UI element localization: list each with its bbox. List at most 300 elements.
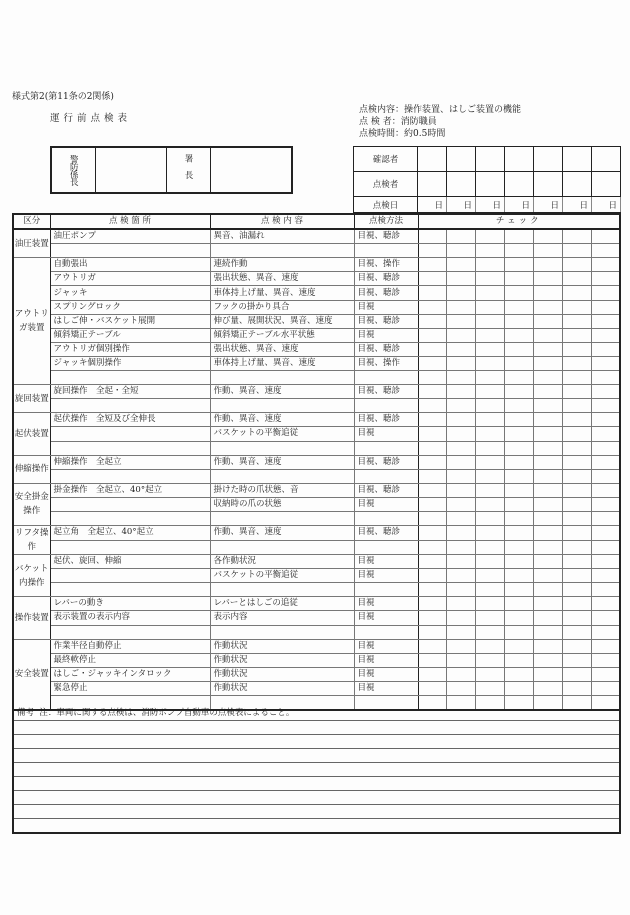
check-cell[interactable] bbox=[447, 441, 476, 455]
check-cell[interactable] bbox=[562, 399, 591, 413]
remarks-line-cell[interactable] bbox=[13, 805, 620, 819]
check-cell[interactable] bbox=[447, 300, 476, 314]
check-cell[interactable] bbox=[505, 356, 534, 370]
check-cell[interactable] bbox=[447, 540, 476, 555]
check-cell[interactable] bbox=[418, 413, 447, 427]
check-cell[interactable] bbox=[533, 356, 562, 370]
check-cell[interactable] bbox=[505, 511, 534, 525]
check-cell[interactable] bbox=[533, 526, 562, 541]
check-cell[interactable] bbox=[505, 328, 534, 342]
check-cell[interactable] bbox=[505, 653, 534, 667]
check-cell[interactable] bbox=[476, 497, 505, 511]
check-cell[interactable] bbox=[505, 300, 534, 314]
location-cell bbox=[50, 427, 210, 441]
check-cell[interactable] bbox=[505, 455, 534, 469]
table-row bbox=[13, 286, 620, 300]
check-cell[interactable] bbox=[562, 611, 591, 625]
check-cell[interactable] bbox=[447, 455, 476, 469]
check-cell[interactable] bbox=[476, 272, 505, 286]
content-cell: 表示内容 bbox=[210, 611, 354, 625]
check-cell[interactable] bbox=[533, 455, 562, 469]
check-cell[interactable] bbox=[418, 427, 447, 441]
check-cell[interactable] bbox=[505, 371, 534, 385]
check-cell[interactable] bbox=[447, 653, 476, 667]
check-cell[interactable] bbox=[418, 342, 447, 356]
check-cell[interactable] bbox=[533, 272, 562, 286]
check-cell[interactable] bbox=[476, 314, 505, 328]
inspector-cell[interactable] bbox=[534, 172, 563, 197]
confirmer-cell[interactable] bbox=[418, 147, 447, 172]
check-cell[interactable] bbox=[447, 555, 476, 569]
check-cell[interactable] bbox=[533, 286, 562, 300]
check-cell[interactable] bbox=[591, 483, 620, 497]
check-cell[interactable] bbox=[591, 681, 620, 695]
check-cell[interactable] bbox=[591, 399, 620, 413]
check-cell[interactable] bbox=[476, 625, 505, 639]
check-cell[interactable] bbox=[476, 653, 505, 667]
check-cell[interactable] bbox=[476, 540, 505, 555]
check-cell[interactable] bbox=[591, 244, 620, 258]
content-cell bbox=[210, 399, 354, 413]
check-cell[interactable] bbox=[591, 300, 620, 314]
method-cell: 目視、聴診 bbox=[354, 314, 418, 328]
check-cell[interactable] bbox=[533, 314, 562, 328]
check-cell[interactable] bbox=[447, 667, 476, 681]
check-cell[interactable] bbox=[505, 667, 534, 681]
check-cell[interactable] bbox=[447, 385, 476, 399]
remarks-line-cell[interactable] bbox=[13, 763, 620, 777]
check-cell[interactable] bbox=[447, 569, 476, 583]
check-cell[interactable] bbox=[476, 286, 505, 300]
check-cell[interactable] bbox=[418, 399, 447, 413]
check-cell[interactable] bbox=[533, 258, 562, 272]
check-cell[interactable] bbox=[533, 625, 562, 639]
check-cell[interactable] bbox=[447, 399, 476, 413]
table-row bbox=[13, 427, 620, 441]
check-cell[interactable] bbox=[591, 385, 620, 399]
check-cell[interactable] bbox=[562, 653, 591, 667]
content-cell bbox=[210, 371, 354, 385]
check-cell[interactable] bbox=[418, 328, 447, 342]
check-cell[interactable] bbox=[562, 469, 591, 483]
meta-content-value: 操作装置、はしご装置の機能 bbox=[404, 105, 522, 115]
check-cell[interactable] bbox=[505, 625, 534, 639]
check-cell[interactable] bbox=[447, 511, 476, 525]
check-cell[interactable] bbox=[418, 441, 447, 455]
check-cell[interactable] bbox=[562, 555, 591, 569]
check-cell[interactable] bbox=[447, 328, 476, 342]
check-cell[interactable] bbox=[418, 681, 447, 695]
check-cell[interactable] bbox=[533, 597, 562, 611]
check-cell[interactable] bbox=[476, 328, 505, 342]
check-cell[interactable] bbox=[591, 371, 620, 385]
method-cell: 目視 bbox=[354, 639, 418, 653]
inspector-cell[interactable] bbox=[505, 172, 534, 197]
check-cell[interactable] bbox=[591, 583, 620, 597]
check-cell[interactable] bbox=[447, 258, 476, 272]
check-cell[interactable] bbox=[562, 244, 591, 258]
remarks-line bbox=[13, 749, 620, 763]
check-cell[interactable] bbox=[447, 229, 476, 244]
check-cell[interactable] bbox=[533, 583, 562, 597]
date-cell[interactable]: 日 bbox=[418, 197, 447, 213]
check-cell[interactable] bbox=[447, 681, 476, 695]
check-cell[interactable] bbox=[418, 540, 447, 555]
check-cell[interactable] bbox=[562, 356, 591, 370]
remarks-line-cell[interactable] bbox=[13, 791, 620, 805]
check-cell[interactable] bbox=[533, 483, 562, 497]
location-cell: はしご伸・バスケット展開 bbox=[50, 314, 210, 328]
check-cell[interactable] bbox=[562, 497, 591, 511]
check-cell[interactable] bbox=[505, 681, 534, 695]
check-cell[interactable] bbox=[418, 653, 447, 667]
check-cell[interactable] bbox=[591, 540, 620, 555]
check-cell[interactable] bbox=[476, 356, 505, 370]
check-cell[interactable] bbox=[476, 441, 505, 455]
check-cell[interactable] bbox=[591, 667, 620, 681]
check-cell[interactable] bbox=[476, 385, 505, 399]
table-row bbox=[13, 667, 620, 681]
inspector-cell[interactable] bbox=[418, 172, 447, 197]
check-cell[interactable] bbox=[591, 413, 620, 427]
confirmer-cell[interactable] bbox=[534, 147, 563, 172]
check-cell[interactable] bbox=[533, 611, 562, 625]
check-cell[interactable] bbox=[591, 258, 620, 272]
check-cell[interactable] bbox=[418, 583, 447, 597]
check-cell[interactable] bbox=[505, 583, 534, 597]
check-cell[interactable] bbox=[476, 371, 505, 385]
check-cell[interactable] bbox=[591, 569, 620, 583]
content-cell: バスケットの平衡追従 bbox=[210, 427, 354, 441]
location-cell bbox=[50, 441, 210, 455]
check-cell[interactable] bbox=[505, 399, 534, 413]
category-cell: 起伏装置 bbox=[13, 413, 50, 455]
location-cell: 旋回操作 全起・全短 bbox=[50, 385, 210, 399]
check-cell[interactable] bbox=[562, 371, 591, 385]
approval-stamp-shocho[interactable] bbox=[210, 147, 292, 193]
check-cell[interactable] bbox=[505, 286, 534, 300]
check-cell[interactable] bbox=[562, 342, 591, 356]
check-cell[interactable] bbox=[447, 342, 476, 356]
table-row bbox=[13, 399, 620, 413]
check-cell[interactable] bbox=[505, 469, 534, 483]
check-cell[interactable] bbox=[447, 427, 476, 441]
check-cell[interactable] bbox=[591, 356, 620, 370]
check-cell[interactable] bbox=[447, 611, 476, 625]
check-cell[interactable] bbox=[418, 497, 447, 511]
check-cell[interactable] bbox=[418, 314, 447, 328]
check-cell[interactable] bbox=[505, 385, 534, 399]
check-cell[interactable] bbox=[505, 483, 534, 497]
check-cell[interactable] bbox=[476, 258, 505, 272]
check-cell[interactable] bbox=[418, 300, 447, 314]
remarks-line-cell[interactable] bbox=[13, 735, 620, 749]
check-cell[interactable] bbox=[562, 385, 591, 399]
table-row bbox=[13, 314, 620, 328]
inspector-row bbox=[354, 172, 621, 197]
check-cell[interactable] bbox=[562, 511, 591, 525]
check-cell[interactable] bbox=[591, 611, 620, 625]
check-cell[interactable] bbox=[533, 413, 562, 427]
check-cell[interactable] bbox=[418, 455, 447, 469]
check-cell[interactable] bbox=[418, 229, 447, 244]
check-cell[interactable] bbox=[533, 569, 562, 583]
remarks-line-cell[interactable] bbox=[13, 819, 620, 834]
check-cell[interactable] bbox=[591, 469, 620, 483]
check-cell[interactable] bbox=[418, 356, 447, 370]
check-cell[interactable] bbox=[505, 441, 534, 455]
check-cell[interactable] bbox=[591, 328, 620, 342]
confirmer-cell[interactable] bbox=[592, 147, 621, 172]
check-cell[interactable] bbox=[533, 328, 562, 342]
check-cell[interactable] bbox=[447, 483, 476, 497]
check-cell[interactable] bbox=[562, 667, 591, 681]
check-cell[interactable] bbox=[476, 229, 505, 244]
check-cell[interactable] bbox=[533, 540, 562, 555]
check-cell[interactable] bbox=[533, 667, 562, 681]
check-cell[interactable] bbox=[476, 342, 505, 356]
date-cell[interactable]: 日 bbox=[505, 197, 534, 213]
check-cell[interactable] bbox=[562, 681, 591, 695]
check-cell[interactable] bbox=[505, 413, 534, 427]
check-cell[interactable] bbox=[505, 597, 534, 611]
check-cell[interactable] bbox=[476, 427, 505, 441]
location-cell: 最終軟停止 bbox=[50, 653, 210, 667]
date-cell[interactable]: 日 bbox=[534, 197, 563, 213]
check-cell[interactable] bbox=[591, 511, 620, 525]
check-cell[interactable] bbox=[533, 555, 562, 569]
inspection-table bbox=[12, 213, 621, 711]
check-cell[interactable] bbox=[418, 639, 447, 653]
check-cell[interactable] bbox=[533, 399, 562, 413]
date-cell[interactable]: 日 bbox=[592, 197, 621, 213]
check-cell[interactable] bbox=[505, 555, 534, 569]
check-cell[interactable] bbox=[562, 441, 591, 455]
method-cell: 目視 bbox=[354, 555, 418, 569]
content-cell bbox=[210, 625, 354, 639]
check-cell[interactable] bbox=[591, 342, 620, 356]
check-cell[interactable] bbox=[476, 300, 505, 314]
check-cell[interactable] bbox=[476, 399, 505, 413]
date-cell[interactable]: 日 bbox=[447, 197, 476, 213]
check-cell[interactable] bbox=[418, 286, 447, 300]
check-cell[interactable] bbox=[591, 653, 620, 667]
check-cell[interactable] bbox=[533, 681, 562, 695]
check-cell[interactable] bbox=[591, 497, 620, 511]
check-cell[interactable] bbox=[533, 511, 562, 525]
check-cell[interactable] bbox=[591, 555, 620, 569]
inspector-cell[interactable] bbox=[476, 172, 505, 197]
check-cell[interactable] bbox=[505, 540, 534, 555]
check-cell[interactable] bbox=[533, 385, 562, 399]
check-cell[interactable] bbox=[562, 455, 591, 469]
check-cell[interactable] bbox=[418, 272, 447, 286]
check-cell[interactable] bbox=[533, 244, 562, 258]
check-cell[interactable] bbox=[476, 469, 505, 483]
check-cell[interactable] bbox=[533, 342, 562, 356]
remarks-note-text: 注：車両に関する点検は、消防ポンプ自動車の点検表によること。 bbox=[39, 708, 295, 718]
remarks-line-cell[interactable] bbox=[13, 749, 620, 763]
confirmer-cell[interactable] bbox=[476, 147, 505, 172]
check-cell[interactable] bbox=[505, 427, 534, 441]
check-cell[interactable] bbox=[505, 639, 534, 653]
check-cell[interactable] bbox=[418, 371, 447, 385]
check-cell[interactable] bbox=[447, 497, 476, 511]
check-cell[interactable] bbox=[418, 555, 447, 569]
check-cell[interactable] bbox=[418, 258, 447, 272]
check-cell[interactable] bbox=[476, 526, 505, 541]
check-cell[interactable] bbox=[476, 483, 505, 497]
check-cell[interactable] bbox=[591, 625, 620, 639]
check-cell[interactable] bbox=[418, 667, 447, 681]
date-cell[interactable]: 日 bbox=[476, 197, 505, 213]
approval-stamp-keibo[interactable] bbox=[95, 147, 166, 193]
check-cell[interactable] bbox=[562, 569, 591, 583]
check-cell[interactable] bbox=[476, 583, 505, 597]
check-cell[interactable] bbox=[476, 455, 505, 469]
check-cell[interactable] bbox=[447, 583, 476, 597]
check-cell[interactable] bbox=[418, 625, 447, 639]
remarks-line-cell[interactable] bbox=[13, 721, 620, 735]
method-cell bbox=[354, 540, 418, 555]
method-cell: 目視 bbox=[354, 667, 418, 681]
check-cell[interactable] bbox=[533, 427, 562, 441]
check-cell[interactable] bbox=[447, 597, 476, 611]
check-cell[interactable] bbox=[447, 526, 476, 541]
check-cell[interactable] bbox=[562, 526, 591, 541]
check-cell[interactable] bbox=[591, 272, 620, 286]
check-cell[interactable] bbox=[591, 427, 620, 441]
check-cell[interactable] bbox=[505, 258, 534, 272]
check-cell[interactable] bbox=[562, 229, 591, 244]
method-cell bbox=[354, 244, 418, 258]
date-cell[interactable]: 日 bbox=[563, 197, 592, 213]
check-cell[interactable] bbox=[418, 569, 447, 583]
check-cell[interactable] bbox=[505, 229, 534, 244]
inspector-cell[interactable] bbox=[563, 172, 592, 197]
check-cell[interactable] bbox=[562, 300, 591, 314]
check-cell[interactable] bbox=[533, 653, 562, 667]
confirmer-cell[interactable] bbox=[505, 147, 534, 172]
check-cell[interactable] bbox=[447, 244, 476, 258]
check-cell[interactable] bbox=[476, 667, 505, 681]
check-cell[interactable] bbox=[447, 286, 476, 300]
check-cell[interactable] bbox=[447, 371, 476, 385]
check-cell[interactable] bbox=[447, 469, 476, 483]
check-cell[interactable] bbox=[591, 441, 620, 455]
check-cell[interactable] bbox=[418, 244, 447, 258]
check-cell[interactable] bbox=[505, 272, 534, 286]
check-cell[interactable] bbox=[562, 639, 591, 653]
content-cell: 連続作動 bbox=[210, 258, 354, 272]
method-cell: 目視、聴診 bbox=[354, 413, 418, 427]
check-cell[interactable] bbox=[476, 244, 505, 258]
remarks-line bbox=[13, 777, 620, 791]
check-cell[interactable] bbox=[505, 244, 534, 258]
check-cell[interactable] bbox=[476, 569, 505, 583]
confirmer-cell[interactable] bbox=[563, 147, 592, 172]
confirmer-cell[interactable] bbox=[447, 147, 476, 172]
check-cell[interactable] bbox=[533, 229, 562, 244]
check-cell[interactable] bbox=[505, 569, 534, 583]
check-cell[interactable] bbox=[418, 483, 447, 497]
check-cell[interactable] bbox=[447, 272, 476, 286]
check-cell[interactable] bbox=[591, 455, 620, 469]
check-cell[interactable] bbox=[562, 483, 591, 497]
check-cell[interactable] bbox=[533, 371, 562, 385]
check-cell[interactable] bbox=[591, 597, 620, 611]
check-cell[interactable] bbox=[562, 583, 591, 597]
check-cell[interactable] bbox=[476, 511, 505, 525]
check-cell[interactable] bbox=[591, 526, 620, 541]
check-cell[interactable] bbox=[418, 611, 447, 625]
check-cell[interactable] bbox=[562, 258, 591, 272]
check-cell[interactable] bbox=[418, 385, 447, 399]
check-cell[interactable] bbox=[533, 441, 562, 455]
check-cell[interactable] bbox=[505, 611, 534, 625]
check-cell[interactable] bbox=[447, 625, 476, 639]
check-cell[interactable] bbox=[476, 413, 505, 427]
check-cell[interactable] bbox=[505, 342, 534, 356]
check-cell[interactable] bbox=[562, 540, 591, 555]
check-cell[interactable] bbox=[476, 611, 505, 625]
inspector-cell[interactable] bbox=[447, 172, 476, 197]
check-cell[interactable] bbox=[533, 469, 562, 483]
check-cell[interactable] bbox=[562, 286, 591, 300]
check-cell[interactable] bbox=[591, 286, 620, 300]
check-cell[interactable] bbox=[562, 272, 591, 286]
check-cell[interactable] bbox=[418, 597, 447, 611]
remarks-line-cell[interactable] bbox=[13, 777, 620, 791]
check-cell[interactable] bbox=[447, 356, 476, 370]
check-cell[interactable] bbox=[533, 497, 562, 511]
check-cell[interactable] bbox=[562, 314, 591, 328]
check-cell[interactable] bbox=[447, 639, 476, 653]
check-cell[interactable] bbox=[418, 511, 447, 525]
check-cell[interactable] bbox=[476, 597, 505, 611]
content-cell: フックの掛かり具合 bbox=[210, 300, 354, 314]
approval-label-keibo bbox=[51, 147, 95, 193]
meta-content: 点検内容：操作装置、はしご装置の機能 bbox=[359, 105, 522, 115]
check-cell[interactable] bbox=[591, 314, 620, 328]
check-cell[interactable] bbox=[533, 300, 562, 314]
check-cell[interactable] bbox=[476, 681, 505, 695]
check-cell[interactable] bbox=[533, 639, 562, 653]
check-cell[interactable] bbox=[505, 314, 534, 328]
meta-inspector: 点 検 者：消防職員 bbox=[359, 117, 437, 127]
check-cell[interactable] bbox=[476, 639, 505, 653]
check-cell[interactable] bbox=[591, 639, 620, 653]
check-cell[interactable] bbox=[562, 625, 591, 639]
check-cell[interactable] bbox=[505, 526, 534, 541]
location-cell: 油圧ポンプ bbox=[50, 229, 210, 244]
table-row bbox=[13, 639, 620, 653]
check-cell[interactable] bbox=[562, 597, 591, 611]
check-cell[interactable] bbox=[447, 413, 476, 427]
remarks-line bbox=[13, 763, 620, 777]
check-cell[interactable] bbox=[476, 555, 505, 569]
check-cell[interactable] bbox=[591, 229, 620, 244]
check-cell[interactable] bbox=[562, 427, 591, 441]
check-cell[interactable] bbox=[447, 314, 476, 328]
check-cell[interactable] bbox=[505, 497, 534, 511]
check-cell[interactable] bbox=[562, 413, 591, 427]
inspector-cell[interactable] bbox=[592, 172, 621, 197]
check-cell[interactable] bbox=[418, 526, 447, 541]
approval-label-text: 警防係長 bbox=[68, 155, 79, 185]
check-cell[interactable] bbox=[418, 469, 447, 483]
check-cell[interactable] bbox=[562, 328, 591, 342]
